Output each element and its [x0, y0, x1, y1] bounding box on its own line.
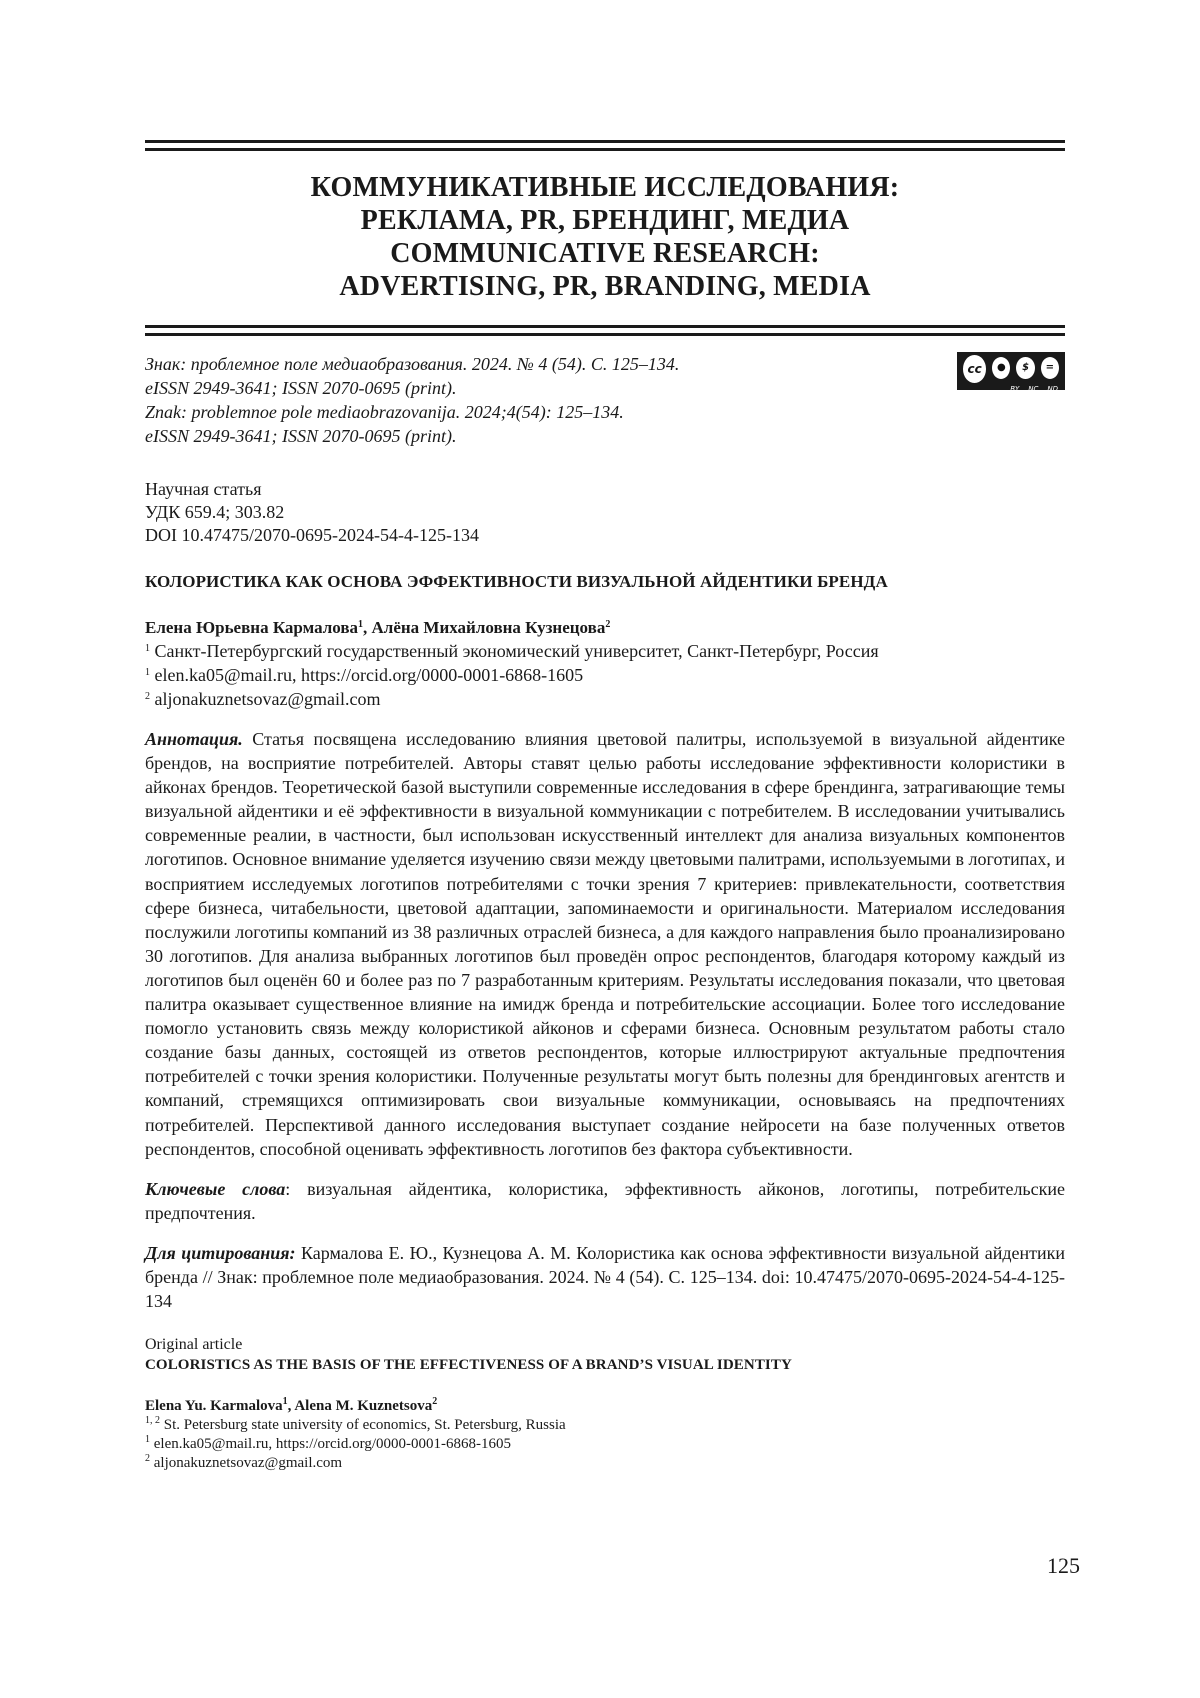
author-2: Алёна Михайловна Кузнецова — [371, 618, 606, 637]
noderivatives-icon: = — [1039, 355, 1061, 381]
section-title-ru-line2: РЕКЛАМА, PR, БРЕНДИНГ, МЕДИА — [360, 205, 850, 236]
article-meta — [145, 478, 1065, 547]
contact-2-en-text[interactable]: aljonakuznetsovaz@gmail.com — [153, 1454, 343, 1471]
bottom-double-rule — [145, 325, 1065, 336]
license-nc-label: NC — [1028, 385, 1039, 393]
abstract-label: Аннотация. — [145, 729, 243, 749]
affiliation-en-text: St. Petersburg state university of economics, St. Petersburg, Russia — [163, 1416, 566, 1433]
page-body — [145, 140, 1065, 1473]
keywords-text: : визуальная айдентика, колористика, эффективность айконов, логотипы, потребительские предпочтения. — [145, 1178, 1065, 1223]
section-title-en-line2: ADVERTISING, PR, BRANDING, MEDIA — [339, 271, 871, 302]
journal-line-ru: Знак: проблемное поле медиаобразования. 2024. № 4 (54). С. 125–134. — [145, 354, 680, 374]
contact-2-text[interactable]: aljonakuznetsovaz@gmail.com — [154, 689, 381, 709]
article-title-ru: КОЛОРИСТИКА КАК ОСНОВА ЭФФЕКТИВНОСТИ ВИЗУАЛЬНОЙ АЙДЕНТИКИ БРЕНДА — [145, 572, 888, 591]
contact-2-sup: 2 — [145, 691, 150, 702]
author-1-sup: 1 — [358, 619, 364, 630]
contact-2-en — [145, 1454, 1065, 1473]
contact-1-ru — [145, 663, 1065, 687]
journal-issn-en: eISSN 2949-3641; ISSN 2070-0695 (print). — [145, 426, 457, 446]
author-1: Елена Юрьевна Кармалова — [145, 618, 359, 637]
attribution-icon: ● — [990, 355, 1012, 381]
page-number: 125 — [1047, 1553, 1080, 1578]
keywords-label: Ключевые слова — [145, 1178, 286, 1199]
affiliation-en — [145, 1416, 1065, 1435]
contact-1-en-sup: 1 — [145, 1433, 150, 1445]
citation-label: Для цитирования: — [145, 1242, 296, 1263]
keywords — [145, 1177, 1065, 1225]
affiliation-text: Санкт-Петербургский государственный экономический университет, Санкт-Петербург, Россия — [154, 641, 879, 661]
journal-issn-ru: eISSN 2949-3641; ISSN 2070-0695 (print). — [145, 378, 457, 398]
cc-icon: cc — [961, 353, 988, 385]
author-2-sup: 2 — [605, 619, 611, 630]
contact-1-en-text[interactable]: elen.ka05@mail.ru, https://orcid.org/0000-0001-6868-1605 — [153, 1435, 511, 1452]
section-heading — [145, 171, 1065, 303]
license-nd-label: ND — [1047, 385, 1058, 393]
citation — [145, 1241, 1065, 1313]
affiliation-ru — [145, 639, 1065, 663]
contact-2-ru — [145, 687, 1065, 711]
affiliation-sup: 1 — [145, 643, 150, 654]
noncommercial-icon: $ — [1014, 355, 1036, 381]
citation-text: Кармалова Е. Ю., Кузнецова А. М. Колористика как основа эффективности визуальной айдентики бренда // Знак: проблемное поле медиаобразования. 2024. № 4 (54). С. 125–134. doi: 10.47475/2070-0695-2024-54-4-125-134 — [145, 1242, 1066, 1311]
author-2-en: Alena M. Kuznetsova — [294, 1397, 433, 1414]
top-double-rule — [145, 140, 1065, 151]
journal-reference — [145, 352, 1065, 448]
journal-line-en: Znak: problemnoe pole mediaobrazovanija. 2024;4(54): 125–134. — [145, 402, 624, 422]
authors-en: Elena Yu. Karmalova$^1$, Alena M. Kuznetsova$^2$ — [145, 1395, 438, 1414]
article-title-en: COLORISTICS AS THE BASIS OF THE EFFECTIVENESS OF A BRAND’S VISUAL IDENTITY — [145, 1356, 792, 1373]
contact-2-en-sup: 2 — [145, 1452, 150, 1464]
contact-1-text[interactable]: elen.ka05@mail.ru, https://orcid.org/0000-0001-6868-1605 — [154, 665, 584, 685]
abstract — [145, 727, 1065, 1161]
license-by-label: BY — [1010, 385, 1020, 393]
contact-1-en — [145, 1435, 1065, 1454]
section-title-ru-line1: КОММУНИКАТИВНЫЕ ИССЛЕДОВАНИЯ: — [310, 172, 900, 203]
authors-ru: Елена Юрьевна Кармалова$^1$, Алёна Михайловна Кузнецова$^2$ — [145, 618, 611, 637]
author-2-en-sup: 2 — [432, 1395, 438, 1407]
article-type-en: Original article — [145, 1335, 243, 1353]
section-title-en-line1: COMMUNICATIVE RESEARCH: — [390, 238, 820, 269]
doi: DOI 10.47475/2070-0695-2024-54-4-125-134 — [145, 525, 479, 545]
author-1-en-sup: 1 — [282, 1395, 288, 1407]
affiliation-en-sup: 1, 2 — [145, 1414, 160, 1426]
author-1-en: Elena Yu. Karmalova — [145, 1397, 283, 1414]
contact-1-sup: 1 — [145, 667, 150, 678]
udk-code: УДК 659.4; 303.82 — [145, 502, 285, 522]
article-type: Научная статья — [145, 479, 262, 499]
abstract-text: Статья посвящена исследованию влияния цветовой палитры, используемой в визуальной айдентике брендов, на восприятие потребителей. Авторы ставят целью работы исследование эффективности колористики в айконах брендов. Теоретической базой выступили современные исследования в сфере брендинга, затрагивающие темы визуальной айдентики и её эффективности в визуальной коммуникации с потребителем. В исследовании учитывались современные реалии, в частности, был использован искусственный интеллект для анализа визуальных компонентов логотипов. Основное внимание уделяется изучению связи между цветовыми палитрами, используемыми в логотипах, и восприятием исследуемых логотипов потребителями с точки зрения 7 критериев: привлекательности, соответствия сфере бизнеса, читабельности, цветовой адаптации, запоминаемости и оригинальности. Материалом исследования послужили логотипы компаний из 38 различных отраслей бизнеса, а для каждого направления было проанализировано 30 логотипов. Для анализа выбранных логотипов был проведён опрос респондентов, благодаря которому каждый из логотипов был оценён 60 и более раз по 7 разработанным критериям. Результаты исследования показали, что цветовая палитра оказывает существенное влияние на имидж бренда и потребительские ассоциации. Более того исследование помогло установить связь между колористикой айконов и сферами бизнеса. Основным результатом работы стало создание базы данных, состоящей из ответов респондентов, которые иллюстрируют актуальные предпочтения потребителей с точки зрения колористики. Полученные результаты могут быть полезны для брендинговых агентств и компаний, стремящихся оптимизировать свои визуальные коммуникации, основываясь на предпочтениях потребителей. Перспективой данного исследования выступает создание нейросети на базе полученных ответов респондентов, способной оценивать эффективность логотипов без фактора субъективности. — [145, 729, 1065, 1159]
cc-license-badge[interactable] — [957, 352, 1065, 393]
